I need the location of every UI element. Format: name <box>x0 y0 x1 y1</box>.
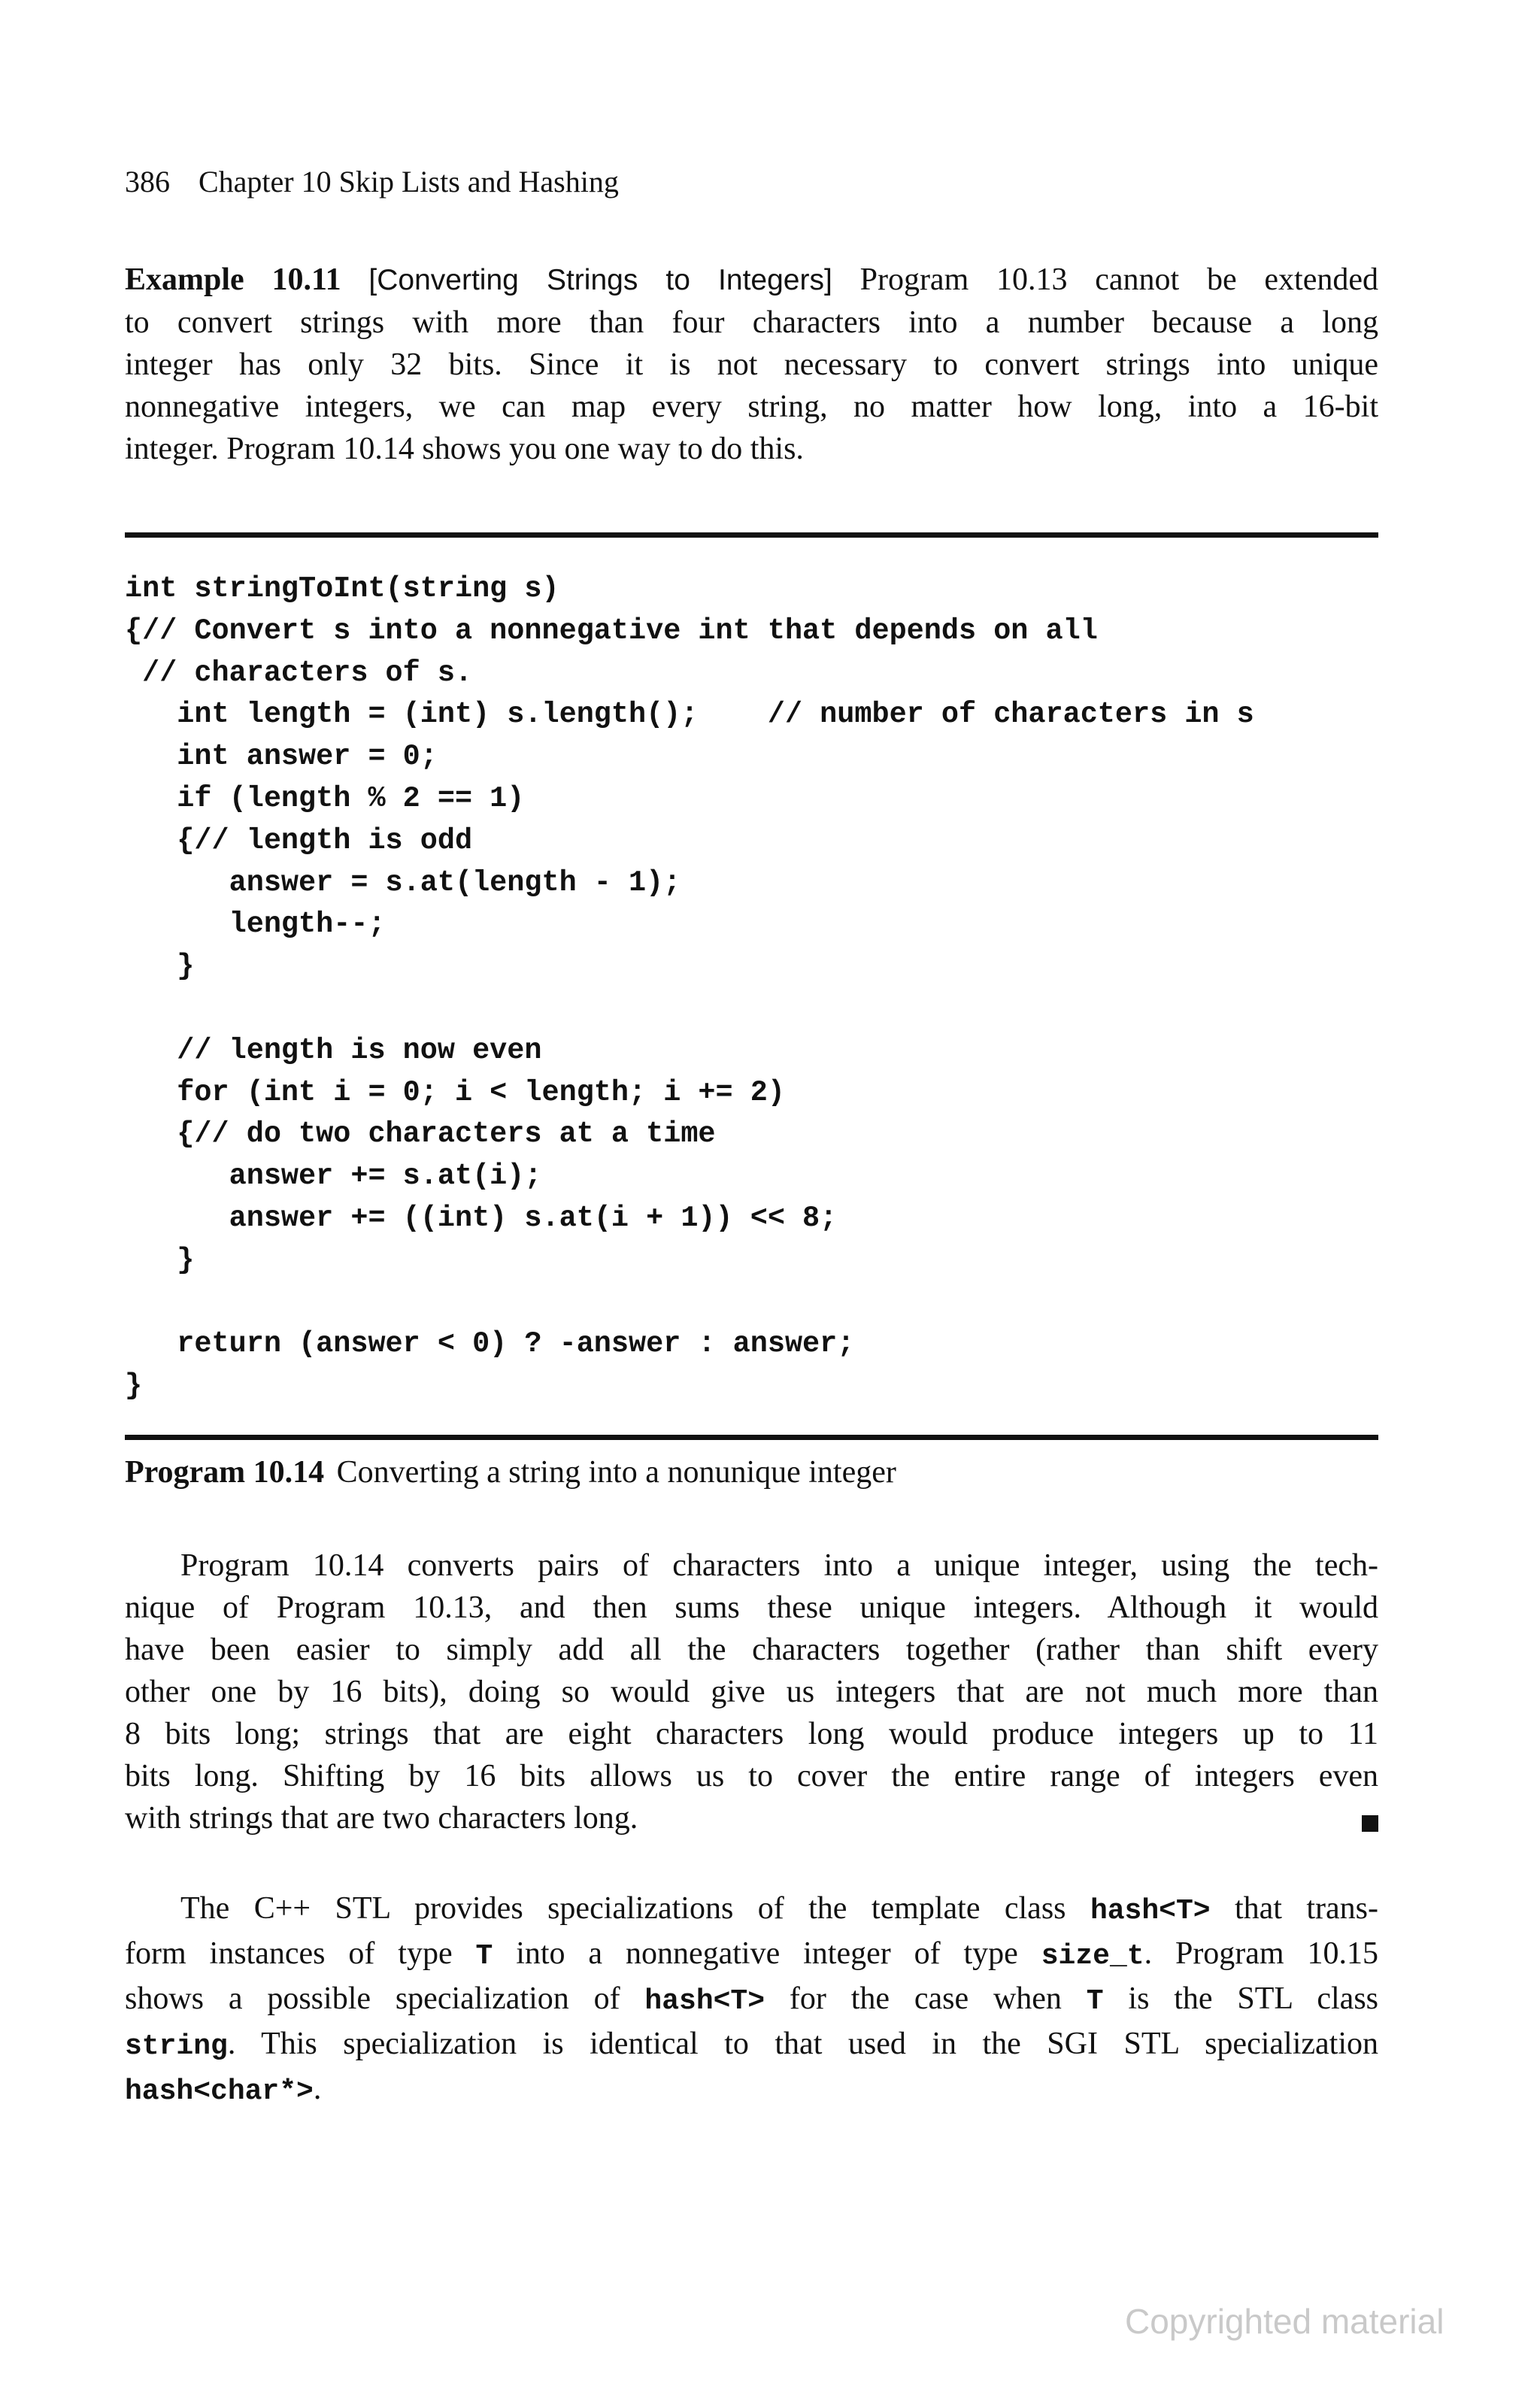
example-text: to convert strings with more than four characters into a number because a long <box>125 305 1378 340</box>
code-line <box>125 1282 1254 1324</box>
code-line: length--; <box>125 908 386 941</box>
paragraph-line: bits long. Shifting by 16 bits allows us to cover the entire range of integers even <box>125 1759 1378 1793</box>
program-top-rule <box>125 532 1378 538</box>
inline-code: hash<T> <box>644 1985 765 2018</box>
example-label: Example 10.11 <box>125 262 341 297</box>
paragraph-text: The C++ STL provides specializations of the template class <box>180 1891 1090 1926</box>
example-paragraph <box>125 259 1378 470</box>
paragraph-line: with strings that are two characters long. <box>125 1801 638 1836</box>
paragraph-line: Program 10.14 converts pairs of characters into a unique integer, using the tech- <box>180 1548 1378 1583</box>
code-line: for (int i = 0; i < length; i += 2) <box>125 1075 785 1109</box>
paragraph-line: have been easier to simply add all the characters together (rather than shift every <box>125 1633 1378 1667</box>
code-line: {// length is odd <box>125 823 473 857</box>
paragraph-text: . Program 10.15 <box>1144 1936 1378 1971</box>
paragraph-text: . <box>313 2072 322 2106</box>
inline-code: T <box>475 1940 493 1972</box>
paragraph-line: other one by 16 bits), doing so would give us integers that are not much more than <box>125 1675 1378 1709</box>
explanation-paragraph <box>125 1545 1378 1839</box>
code-line: } <box>125 1243 195 1277</box>
paragraph-text: that trans- <box>1210 1891 1379 1926</box>
paragraph-text: form instances of type <box>125 1936 476 1971</box>
example-title: [Converting Strings to Integers] <box>368 264 832 296</box>
end-of-example-mark <box>1362 1815 1378 1832</box>
chapter-title: Chapter 10 Skip Lists and Hashing <box>199 165 619 199</box>
code-line <box>125 988 1254 1030</box>
paragraph-line: 8 bits long; strings that are eight characters long would produce integers up to 11 <box>125 1717 1378 1751</box>
paragraph-text: shows a possible specialization of <box>125 1981 645 2016</box>
page-number: 386 <box>125 165 170 199</box>
code-line: {// do two characters at a time <box>125 1117 716 1151</box>
paragraph-text: is the STL class <box>1103 1981 1379 2016</box>
program-bottom-rule <box>125 1435 1378 1440</box>
paragraph-text: . This specialization is identical to that used in the SGI STL specialization <box>227 2027 1378 2061</box>
inline-code: hash<T> <box>1090 1895 1211 1927</box>
program-caption <box>125 1451 896 1493</box>
example-text: integer has only 32 bits. Since it is not necessary to convert strings into unique <box>125 347 1378 382</box>
code-line: {// Convert s into a nonnegative int that depends on all <box>125 614 1098 647</box>
code-line: int length = (int) s.length(); // number of characters in s <box>125 698 1254 732</box>
paragraph-text: for the case when <box>765 1981 1087 2016</box>
inline-code: string <box>125 2030 228 2063</box>
inline-code: hash<char*> <box>125 2075 314 2108</box>
example-text: Program 10.13 cannot be extended <box>832 262 1379 297</box>
inline-code: T <box>1086 1985 1104 2018</box>
paragraph-line: nique of Program 10.13, and then sums these unique integers. Although it would <box>125 1590 1378 1625</box>
program-caption-text: Converting a string into a nonunique integer <box>336 1455 896 1490</box>
code-line: if (length % 2 == 1) <box>125 781 525 815</box>
code-line: answer = s.at(length - 1); <box>125 866 681 899</box>
code-line: // length is now even <box>125 1033 542 1067</box>
stl-paragraph <box>125 1887 1378 2113</box>
example-text: nonnegative integers, we can map every string, no matter how long, into a 16-bit <box>125 390 1378 424</box>
code-line: } <box>125 950 195 984</box>
example-text: integer. Program 10.14 shows you one way to do this. <box>125 432 804 466</box>
code-line: int stringToInt(string s) <box>125 572 559 605</box>
code-line: return (answer < 0) ? -answer : answer; <box>125 1327 855 1361</box>
code-listing <box>125 568 1254 1408</box>
code-line: // characters of s. <box>125 656 473 690</box>
inline-code: size_t <box>1041 1940 1144 1972</box>
code-line: answer += s.at(i); <box>125 1160 542 1193</box>
code-line: } <box>125 1369 143 1403</box>
program-label: Program 10.14 <box>125 1455 325 1490</box>
paragraph-text: into a nonnegative integer of type <box>493 1936 1041 1971</box>
code-line: int answer = 0; <box>125 740 438 774</box>
running-head <box>125 162 619 202</box>
copyright-watermark: Copyrighted material <box>1125 2302 1445 2341</box>
code-line: answer += ((int) s.at(i + 1)) << 8; <box>125 1201 838 1235</box>
